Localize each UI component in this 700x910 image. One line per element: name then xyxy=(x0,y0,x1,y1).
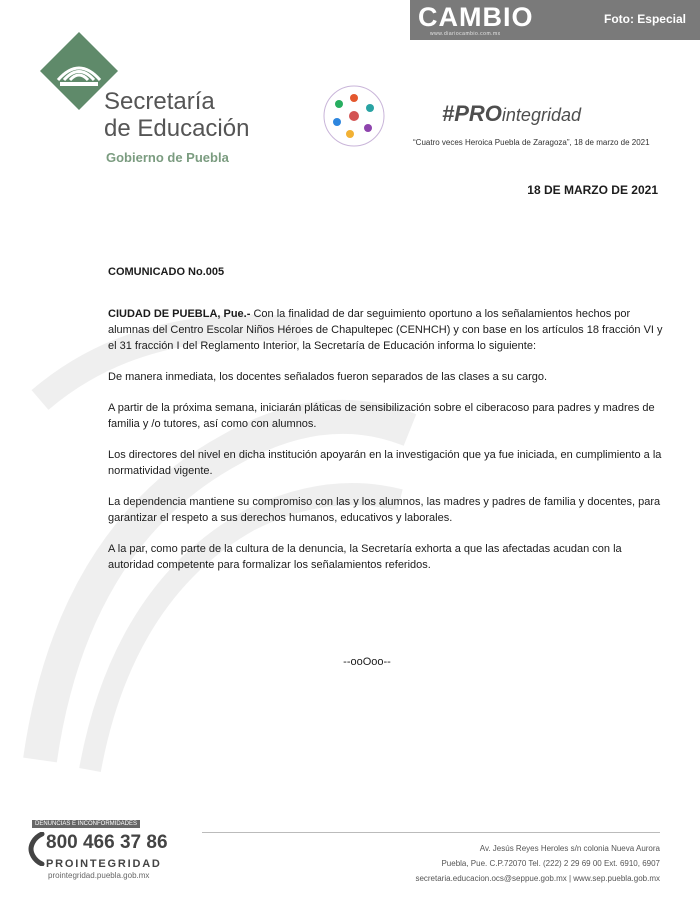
prointegridad-block xyxy=(26,812,196,880)
brand-subtitle: Gobierno de Puebla xyxy=(106,150,229,165)
address-line-1: Av. Jesús Reyes Heroles s/n colonia Nueva Aurora xyxy=(479,844,660,853)
paragraph-1 xyxy=(108,306,668,354)
photo-credit-bar xyxy=(410,0,700,40)
brand-title xyxy=(104,88,249,142)
document-date: 18 DE MARZO DE 2021 xyxy=(527,183,658,197)
hashtag-bold: #PRO xyxy=(442,101,502,126)
place-date-tagline: “Cuatro veces Heroica Puebla de Zaragoza”, 18 de marzo de 2021 xyxy=(413,138,650,147)
brand-title-line2: de Educación xyxy=(104,115,250,142)
paragraph-6: A la par, como parte de la cultura de la denuncia, la Secretaría exhorta a que las afectadas acudan con la autoridad competente para formalizar los señalamientos referidos. xyxy=(108,543,622,571)
photo-credit: Foto: Especial xyxy=(603,12,686,26)
inclusion-circle-icon xyxy=(320,82,388,150)
paragraph-4: Los directores del nivel en dicha institución apoyarán en la investigación que ya fue iniciada, en cumplimiento a la normatividad vigente. xyxy=(108,449,662,477)
address-line-3: secretaria.educacion.ocs@seppue.gob.mx | www.sep.puebla.gob.mx xyxy=(415,874,660,883)
contact-info xyxy=(415,841,660,886)
phone-icon xyxy=(28,832,48,866)
communique-body xyxy=(108,306,668,588)
complaints-label: DENUNCIAS E INCONFORMIDADES xyxy=(32,820,140,828)
hashtag-light: integridad xyxy=(501,105,581,125)
brand-title-line1: Secretaría xyxy=(104,88,215,115)
hashtag-logo xyxy=(442,101,581,127)
address-line-2: Puebla, Pue. C.P.72070 Tel. (222) 2 29 69 00 Ext. 6910, 6907 xyxy=(441,859,660,868)
phone-row xyxy=(26,832,196,858)
paragraph-2: De manera inmediata, los docentes señalados fueron separados de las clases a su cargo. xyxy=(108,371,548,383)
paragraph-5: La dependencia mantiene su compromiso con las y los alumnos, las madres y padres de familia y docentes, para garantizar el respeto a sus derechos humanos, educativos y laborales. xyxy=(108,496,661,524)
paragraph-3: A partir de la próxima semana, iniciarán pláticas de sensibilización sobre el ciberacoso para padres y madres de familia y /o tutores, así como con alumnos. xyxy=(108,402,655,430)
prointegridad-site: prointegridad.puebla.gob.mx xyxy=(48,871,150,880)
cambio-logo: CAMBIO xyxy=(418,2,534,32)
dateline: CIUDAD DE PUEBLA, Pue.- xyxy=(108,308,251,320)
cambio-url: www.diariocambio.com.mx xyxy=(430,31,501,37)
closing-mark: --ooOoo-- xyxy=(343,656,391,668)
footer-divider xyxy=(202,832,660,833)
prointegridad-label: PROINTEGRIDAD xyxy=(46,858,162,870)
paragraph-1-text: Con la finalidad de dar seguimiento oportuno a los señalamientos hechos por alumnas del Centro Escolar Niños Héroes de Chapultepec (CENHCH) y con base en los artículos 18 fracción VI y el 31 fracción I del Reglamento Interior, la Secretaría de Educación informa lo siguiente: xyxy=(108,308,663,352)
phone-number: 800 466 37 86 xyxy=(46,832,168,853)
communique-number: COMUNICADO No.005 xyxy=(108,266,225,278)
